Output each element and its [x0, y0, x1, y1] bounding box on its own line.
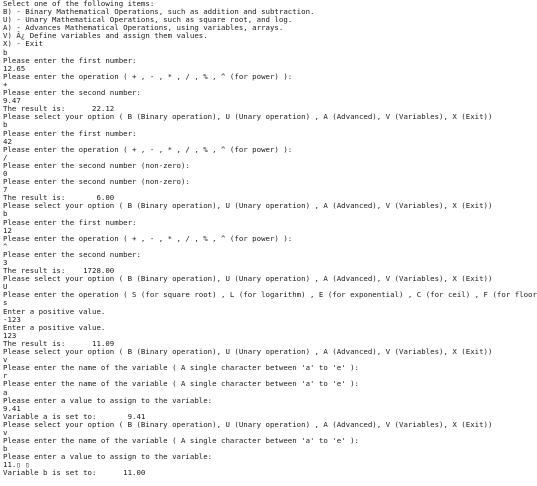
console-line: The result is: 1728.00	[3, 266, 115, 276]
console-line: 0	[3, 168, 8, 178]
console-line: Please enter the second number (non-zero):	[3, 177, 190, 187]
console-line: Please enter the first number:	[3, 217, 137, 227]
console-line: The result is: 6.00	[3, 193, 115, 203]
console-line: Please enter the second number (non-zero):	[3, 160, 190, 170]
console-line: v	[3, 355, 8, 365]
console-line: 12.65	[3, 63, 26, 73]
console-line: ^	[3, 241, 8, 251]
console-line: Please select your option ( B (Binary operation), U (Unary operation) , A (Advanced), V (Variables), X (Exit))	[3, 347, 493, 357]
console-line: Please enter the first number:	[3, 128, 137, 138]
console-line: A) - Advances Mathematical Operations, using variables, arrays.	[3, 23, 284, 33]
console-line: 42	[3, 136, 12, 146]
console-line: Please enter the second number:	[3, 249, 141, 259]
console-line: 123	[3, 330, 17, 340]
console-line: 9.41	[3, 403, 21, 413]
console-line: The result is: 11.09	[3, 338, 115, 348]
console-line: 7	[3, 185, 8, 195]
console-line: Please select your option ( B (Binary operation), U (Unary operation) , A (Advanced), V (Variables), X (Exit))	[3, 274, 493, 284]
console-line: 3	[3, 258, 8, 267]
console-line: V) Â¿ Define variables and assign them values.	[3, 31, 208, 41]
console-line: Enter a positive value.	[3, 322, 106, 332]
console-line: 11.▯ ▯	[3, 460, 30, 470]
console-line: Variable a is set to: 9.41	[3, 411, 146, 421]
console-line: a	[3, 387, 8, 397]
console-line: Please enter the operation ( + , - , * , / , % , ^ (for power) ):	[3, 71, 293, 81]
console-line: b	[3, 209, 8, 219]
console-line: Please select your option ( B (Binary operation), U (Unary operation) , A (Advanced), V (Variables), X (Exit))	[3, 201, 493, 211]
console-line: b	[3, 444, 8, 454]
console-line: r	[3, 371, 8, 381]
console-line: -123	[3, 314, 21, 324]
console-line: B) - Binary Mathematical Operations, such as addition and subtraction.	[3, 7, 315, 17]
console-line: Please enter a value to assign to the variable:	[3, 452, 213, 462]
console-line: Please enter a value to assign to the variable:	[3, 395, 213, 405]
console-line: 9.47	[3, 96, 21, 106]
console-line: Enter a positive value.	[3, 306, 106, 316]
console-line: Please enter the operation ( + , - , * , / , % , ^ (for power) ):	[3, 233, 293, 243]
console-line: Please enter the second number:	[3, 88, 141, 98]
console-line: X) - Exit	[3, 39, 44, 49]
console-line: Please enter the name of the variable ( A single character between 'a' to 'e' ):	[3, 379, 359, 389]
console-line: Please enter the name of the variable ( A single character between 'a' to 'e' ):	[3, 436, 359, 446]
console-line: The result is: 22.12	[3, 104, 115, 114]
console-line: Please enter the operation ( S (for square root) , L (for logarithm) , E (for exponential) , C (for ceil) , F (for floor	[3, 290, 537, 300]
console-line: Please enter the operation ( + , - , * , / , % , ^ (for power) ):	[3, 144, 293, 154]
console-line: b	[3, 120, 8, 130]
console-line: Select one of the following items:	[3, 0, 155, 8]
console-line: U	[3, 282, 8, 292]
console-line: v	[3, 427, 8, 437]
console-line: Variable b is set to: 11.00	[3, 468, 146, 478]
console-line: /	[3, 152, 8, 162]
console-line: s	[3, 298, 8, 308]
console-line: Please select your option ( B (Binary operation), U (Unary operation) , A (Advanced), V (Variables), X (Exit))	[3, 419, 493, 429]
console-line: b	[3, 47, 8, 57]
console-line: Please select your option ( B (Binary operation), U (Unary operation) , A (Advanced), V (Variables), X (Exit))	[3, 112, 493, 122]
console-line: U) - Unary Mathematical Operations, such as square root, and log.	[3, 15, 293, 25]
console-line: Please enter the first number:	[3, 55, 137, 65]
console-line: 12	[3, 225, 12, 235]
console-line: Please enter the name of the variable ( A single character between 'a' to 'e' ):	[3, 363, 359, 373]
console-line: +	[3, 79, 8, 89]
